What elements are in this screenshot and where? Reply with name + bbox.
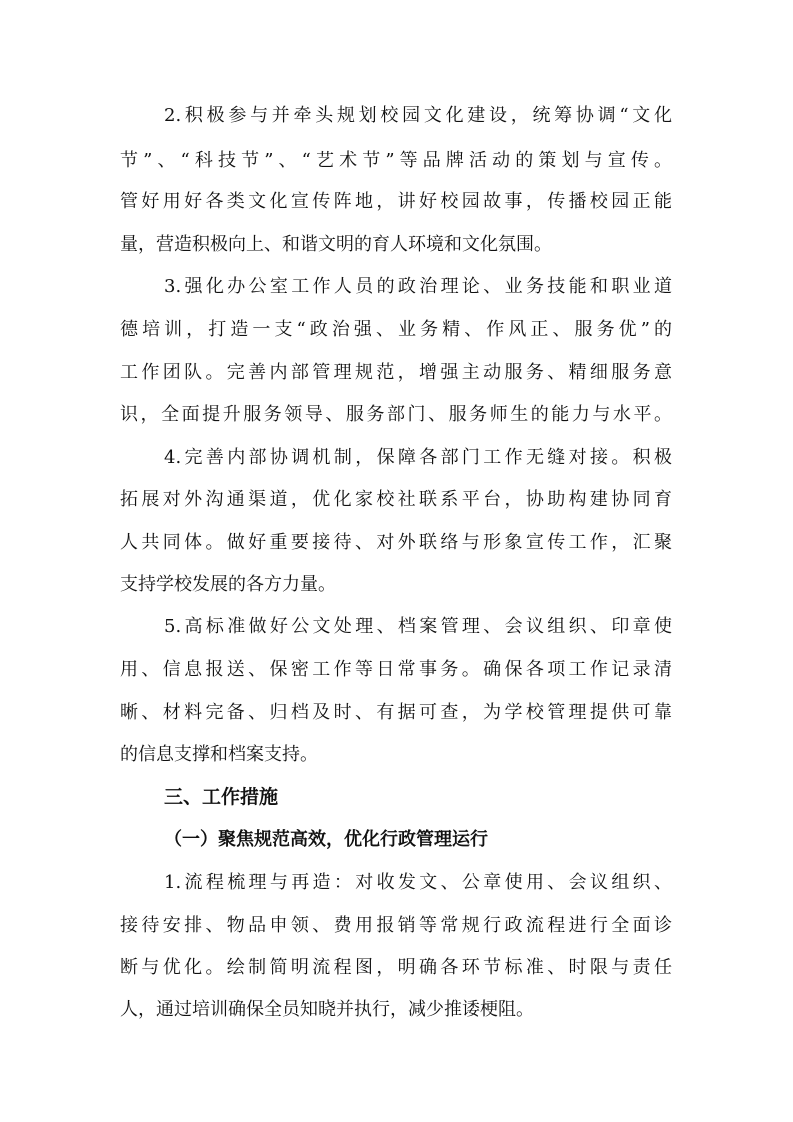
paragraph-4-line-4: 支持学校发展的各方力量。 — [120, 574, 336, 595]
measure-1-line-3: 断与优化。绘制简明流程图，明确各环节标准、时限与责任 — [120, 957, 672, 978]
paragraph-4-line-3: 人共同体。做好重要接待、对外联络与形象宣传工作，汇聚 — [120, 532, 672, 553]
paragraph-2-line-1: 2.积极参与并牵头规划校园文化建设，统筹协调“文化 — [164, 105, 672, 126]
paragraph-4-line-1: 4.完善内部协调机制，保障各部门工作无缝对接。积极 — [164, 447, 672, 468]
paragraph-3-line-1: 3.强化办公室工作人员的政治理论、业务技能和职业道 — [164, 276, 672, 297]
section-heading: 三、工作措施 — [164, 786, 279, 808]
paragraph-3-line-2: 德培训，打造一支“政治强、业务精、作风正、服务优”的 — [120, 319, 672, 340]
paragraph-3-line-4: 识，全面提升服务领导、服务部门、服务师生的能力与水平。 — [120, 404, 672, 425]
paragraph-4-line-2: 拓展对外沟通渠道，优化家校社联系平台，协助构建协同育 — [120, 489, 672, 510]
measure-1-line-2: 接待安排、物品申领、费用报销等常规行政流程进行全面诊 — [120, 915, 672, 936]
measure-1-line-4: 人，通过培训确保全员知晓并执行，减少推诿梗阻。 — [120, 999, 534, 1020]
paragraph-5-line-4: 的信息支撑和档案支持。 — [120, 744, 318, 765]
paragraph-3-line-3: 工作团队。完善内部管理规范，增强主动服务、精细服务意 — [120, 362, 672, 383]
measure-1-line-1: 1.流程梳理与再造：对收发文、公章使用、会议组织、 — [164, 872, 672, 893]
paragraph-5-line-2: 用、信息报送、保密工作等日常事务。确保各项工作记录清 — [120, 659, 672, 680]
paragraph-5-line-1: 5.高标准做好公文处理、档案管理、会议组织、印章使 — [164, 616, 672, 637]
paragraph-5-line-3: 晰、材料完备、归档及时、有据可查，为学校管理提供可靠 — [120, 702, 672, 723]
paragraph-2-line-2: 节”、“科技节”、“艺术节”等品牌活动的策划与宣传。 — [120, 150, 672, 171]
subsection-heading: （一）聚焦规范高效，优化行政管理运行 — [164, 829, 488, 850]
paragraph-2-line-4: 量，营造积极向上、和谐文明的育人环境和文化氛围。 — [120, 234, 552, 255]
paragraph-2-line-3: 管好用好各类文化宣传阵地，讲好校园故事，传播校园正能 — [120, 191, 672, 212]
